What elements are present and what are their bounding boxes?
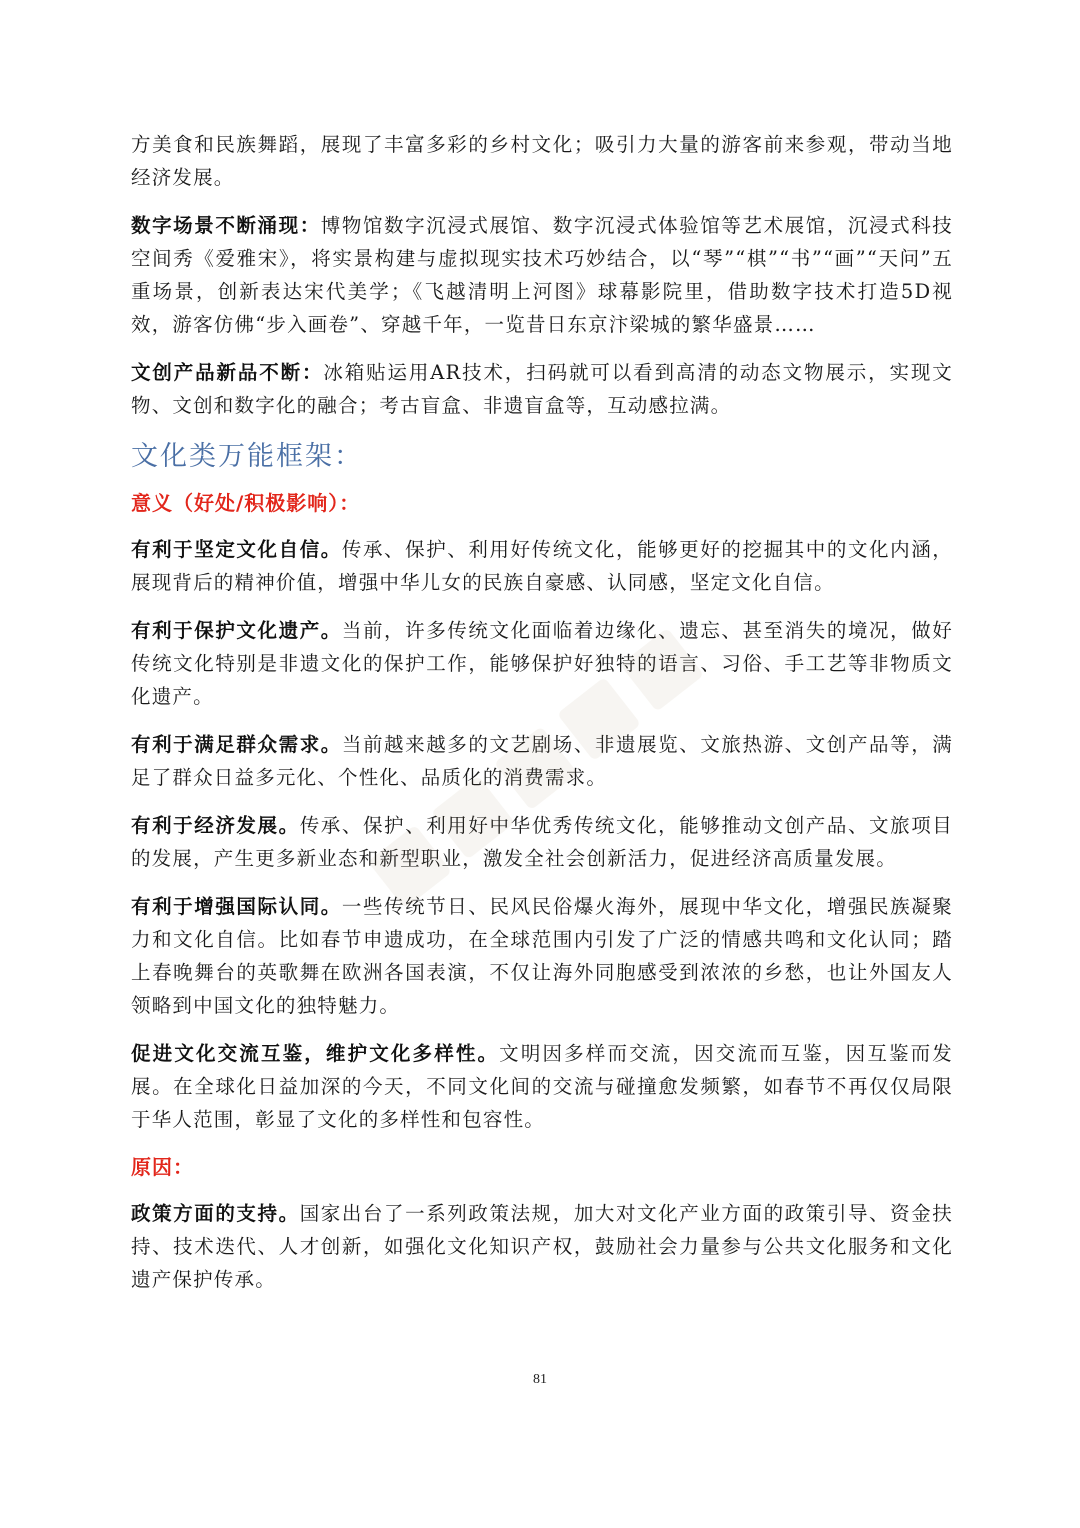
paragraph-text: 方美食和民族舞蹈，展现了丰富多彩的乡村文化；吸引力大量的游客前来参观，带动当地经济发展。 (131, 133, 953, 189)
paragraph-policy-support (131, 1197, 953, 1296)
paragraph-digital-scenes (131, 209, 953, 341)
paragraph-heritage-protection (131, 614, 953, 713)
paragraph-international-recognition (131, 890, 953, 1022)
paragraph-lead: 有利于坚定文化自信。 (131, 538, 342, 561)
paragraph-cultural-confidence (131, 533, 953, 599)
paragraph-lead: 有利于经济发展。 (131, 814, 300, 837)
paragraph-cultural-exchange (131, 1037, 953, 1136)
paragraph-text: 一些传统节日、民风民俗爆火海外，展现中华文化，增强民族凝聚力和文化自信。比如春节申遗成功，在全球范围内引发了广泛的情感共鸣和文化认同；踏上春晚舞台的英歌舞在欧洲各国表演，不仅让海外同胞感受到浓浓的乡愁，也让外国友人领略到中国文化的独特魅力。 (131, 895, 953, 1017)
paragraph-lead: 数字场景不断涌现： (131, 214, 321, 237)
paragraph-cultural-products (131, 356, 953, 422)
paragraph-text: 冰箱贴运用AR技术，扫码就可以看到高清的动态文物展示，实现文物、文创和数字化的融合；考古盲盒、非遗盲盒等，互动感拉满。 (131, 361, 953, 417)
heading-meaning: 意义（好处/积极影响）： (131, 491, 361, 515)
paragraph-lead: 促进文化交流互鉴，维护文化多样性。 (131, 1042, 500, 1065)
paragraph-text: 传承、保护、利用好中华优秀传统文化，能够推动文创产品、文旅项目的发展，产生更多新业态和新型职业，激发全社会创新活力，促进经济高质量发展。 (131, 814, 953, 870)
paragraph-text: 当前越来越多的文艺剧场、非遗展览、文旅热游、文创产品等，满足了群众日益多元化、个性化、品质化的消费需求。 (131, 733, 953, 789)
paragraph-text: 博物馆数字沉浸式展馆、数字沉浸式体验馆等艺术展馆，沉浸式科技空间秀《爱雅宋》，将实景构建与虚拟现实技术巧妙结合，以“琴”“棋”“书”“画”“天问”五重场景，创新表达宋代美学；《飞越清明上河图》球幕影院里，借助数字技术打造5D视效，游客仿佛“步入画卷”、穿越千年，一览昔日东京汴梁城的繁华盛景…… (131, 214, 953, 336)
heading-reason: 原因： (131, 1155, 194, 1179)
paragraph-rural-culture (131, 128, 953, 194)
paragraph-lead: 有利于满足群众需求。 (131, 733, 342, 756)
paragraph-lead: 有利于增强国际认同。 (131, 895, 342, 918)
paragraph-lead: 政策方面的支持。 (131, 1202, 300, 1225)
paragraph-economic-development (131, 809, 953, 875)
paragraph-lead: 有利于保护文化遗产。 (131, 619, 342, 642)
paragraph-lead: 文创产品新品不断： (131, 361, 324, 384)
paragraph-text: 文明因多样而交流，因交流而互鉴，因互鉴而发展。在全球化日益加深的今天，不同文化间的交流与碰撞愈发频繁，如春节不再仅仅局限于华人范围，彰显了文化的多样性和包容性。 (131, 1042, 954, 1131)
paragraph-public-needs (131, 728, 953, 794)
paragraph-text: 国家出台了一系列政策法规，加大对文化产业方面的政策引导、资金扶持、技术迭代、人才创新，如强化文化知识产权，鼓励社会力量参与公共文化服务和文化遗产保护传承。 (131, 1202, 953, 1291)
paragraph-text: 当前，许多传统文化面临着边缘化、遗忘、甚至消失的境况，做好传统文化特别是非遗文化的保护工作，能够保护好独特的语言、习俗、手工艺等非物质文化遗产。 (131, 619, 953, 708)
page-number: 81 (533, 1372, 547, 1387)
paragraph-text: 传承、保护、利用好传统文化，能够更好的挖掘其中的文化内涵，展现背后的精神价值，增强中华儿女的民族自豪感、认同感，坚定文化自信。 (131, 538, 953, 594)
section-title: 文化类万能框架： (131, 441, 363, 472)
document-page (131, 128, 953, 1311)
